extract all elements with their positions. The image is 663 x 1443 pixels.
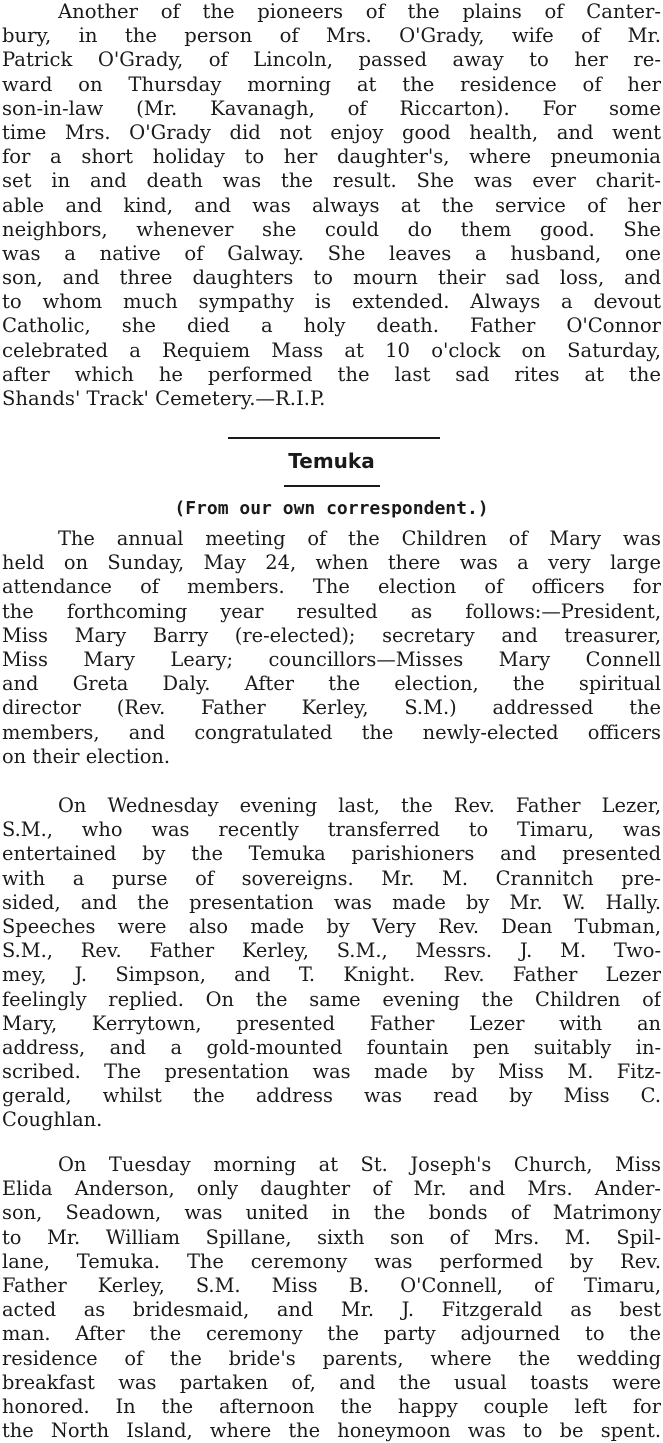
text-line: acted as bridesmaid, and Mr. J. Fitzgerald as best [2, 1298, 661, 1322]
text-line: director (Rev. Father Kerley, S.M.) addressed the [2, 696, 661, 720]
text-line: address, and a gold-mounted fountain pen suitably in- [2, 1035, 661, 1059]
text-line: celebrated a Requiem Mass at 10 o'clock on Saturday, [2, 338, 661, 362]
text-line: S.M., Rev. Father Kerley, S.M., Messrs. J. M. Two- [2, 939, 661, 963]
text-line: son-in-law (Mr. Kavanagh, of Riccarton). For some [2, 96, 661, 120]
text-line: able and kind, and was always at the service of her [2, 193, 661, 217]
text-line: Elida Anderson, only daughter of Mr. and Mrs. Ander- [2, 1177, 661, 1201]
text-line: attendance of members. The election of officers for [2, 575, 661, 599]
text-line: set in and death was the result. She was ever charit- [2, 169, 661, 193]
text-line: Another of the pioneers of the plains of Canter- [58, 0, 661, 23]
section-heading: Temuka [288, 449, 375, 473]
text-line: neighbors, whenever she could do them good. She [2, 217, 661, 241]
text-line: honored. In the afternoon the happy couple left for [2, 1394, 661, 1418]
text-line: On Wednesday evening last, the Rev. Father Lezer, [58, 794, 661, 817]
text-line: breakfast was partaken of, and the usual toasts were [2, 1370, 661, 1394]
text-line: S.M., who was recently transferred to Timaru, was [2, 818, 661, 842]
text-line: mey, J. Simpson, and T. Knight. Rev. Father Lezer [2, 963, 661, 987]
text-line: the North Island, where the honeymoon was to be spent. [2, 1419, 661, 1443]
text-line: after which he performed the last sad rites at the [2, 362, 661, 386]
text-line: gerald, whilst the address was read by Miss C. [2, 1084, 661, 1108]
text-line: The annual meeting of the Children of Mary was [58, 527, 661, 550]
text-line: Father Kerley, S.M. Miss B. O'Connell, of Timaru, [2, 1273, 661, 1297]
text-line: man. After the ceremony the party adjourned to the [2, 1322, 661, 1346]
text-line: Catholic, she died a holy death. Father O'Connor [2, 314, 661, 338]
text-line: was a native of Galway. She leaves a husband, one [2, 241, 661, 265]
text-line: feelingly replied. On the same evening the Children of [2, 987, 661, 1011]
text-line: son, Seadown, was united in the bonds of Matrimony [2, 1201, 661, 1225]
children-of-mary-paragraph [2, 527, 661, 769]
text-line: Speeches were also made by Very Rev. Dean Tubman, [2, 914, 661, 938]
text-line: son, and three daughters to mourn their sad loss, and [2, 266, 661, 290]
text-line: Miss Mary Barry (re-elected); secretary and treasurer, [2, 623, 661, 647]
heading-underline [284, 485, 380, 487]
text-line: lane, Temuka. The ceremony was performed by Rev. [2, 1249, 661, 1273]
text-line: bury, in the person of Mrs. O'Grady, wife of Mr. [2, 24, 661, 48]
text-line: the forthcoming year resulted as follows:—President, [2, 599, 661, 623]
text-line: members, and congratulated the newly-elected officers [2, 720, 661, 744]
text-line: ward on Thursday morning at the residence of her [2, 72, 661, 96]
text-line: on their election. [2, 744, 171, 768]
text-line: entertained by the Temuka parishioners and presented [2, 842, 661, 866]
text-line: sided, and the presentation was made by Mr. W. Hally. [2, 890, 661, 914]
text-line: Mary, Kerrytown, presented Father Lezer with an [2, 1011, 661, 1035]
text-line: Miss Mary Leary; councillors—Misses Mary Connell [2, 647, 661, 671]
text-line: and Greta Daly. After the election, the spiritual [2, 672, 661, 696]
section-subheading: (From our own correspondent.) [174, 498, 489, 519]
presentation-paragraph [2, 794, 661, 1133]
wedding-paragraph [2, 1153, 661, 1443]
text-line: residence of the bride's parents, where the wedding [2, 1346, 661, 1370]
text-line: Coughlan. [2, 1108, 103, 1132]
text-line: to whom much sympathy is extended. Always a devout [2, 290, 661, 314]
text-line: Patrick O'Grady, of Lincoln, passed away to her re- [2, 48, 661, 72]
section-divider [228, 437, 440, 439]
text-line: held on Sunday, May 24, when there was a very large [2, 551, 661, 575]
text-line: to Mr. William Spillane, sixth son of Mrs. M. Spil- [2, 1225, 661, 1249]
text-line: On Tuesday morning at St. Joseph's Church, Miss [58, 1153, 661, 1176]
text-line: Shands' Track' Cemetery.—R.I.P. [2, 387, 326, 410]
text-line: with a purse of sovereigns. Mr. M. Crannitch pre- [2, 866, 661, 890]
text-line: scribed. The presentation was made by Miss M. Fitz- [2, 1060, 661, 1084]
obituary-paragraph [2, 0, 661, 411]
text-line: for a short holiday to her daughter's, where pneumonia [2, 145, 661, 169]
text-line: time Mrs. O'Grady did not enjoy good health, and went [2, 120, 661, 144]
